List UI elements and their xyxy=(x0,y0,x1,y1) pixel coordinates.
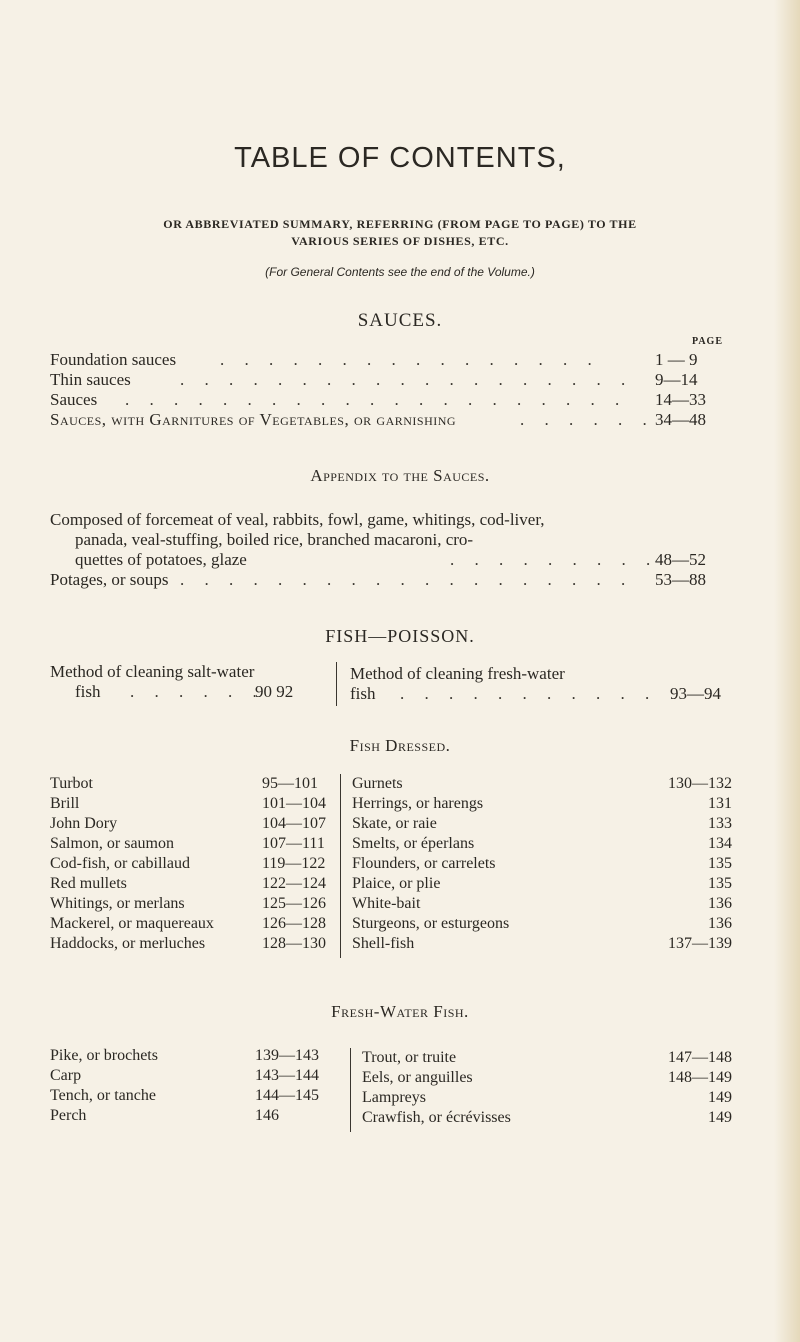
list-item: John Dory xyxy=(50,815,118,832)
list-item: Herrings, or harengs xyxy=(352,795,484,812)
fresh-water-method-line-2: fish xyxy=(350,684,376,703)
page-column-label: PAGE xyxy=(691,336,723,347)
appendix-composed-line-2: panada, veal-stuffing, boiled rice, branched macaroni, cro- xyxy=(75,530,474,549)
subtitle-line-1: OR ABBREVIATED SUMMARY, REFERRING (FROM PAGE TO PAGE) TO THE xyxy=(163,217,637,231)
list-item-pages: 122—124 xyxy=(262,875,326,892)
appendix-composed-line-1: Composed of forcemeat of veal, rabbits, fowl, game, whitings, cod-liver, xyxy=(50,510,545,529)
page-title: TABLE OF CONTENTS, xyxy=(234,142,566,174)
list-item-pages: 143—144 xyxy=(255,1067,319,1084)
sauce-entry-label: Sauces xyxy=(50,390,98,409)
list-item-pages: 130—132 xyxy=(668,775,732,792)
column-divider xyxy=(340,774,341,958)
list-item-pages: 119—122 xyxy=(262,855,326,872)
list-item: Lampreys xyxy=(362,1089,426,1106)
fish-dressed-right-labels xyxy=(352,774,582,954)
fish-dressed-left-pages xyxy=(262,774,332,954)
list-item-pages: 149 xyxy=(708,1109,732,1126)
list-item: Tench, or tanche xyxy=(50,1087,156,1104)
list-item-pages: 101—104 xyxy=(262,795,326,812)
appendix-composed-line-3: quettes of potatoes, glaze xyxy=(75,550,247,569)
list-item: Pike, or brochets xyxy=(50,1047,158,1064)
list-item: Carp xyxy=(50,1067,82,1084)
list-item-pages: 107—111 xyxy=(262,835,325,852)
list-item: Gurnets xyxy=(352,775,403,792)
sauces-heading: SAUCES. xyxy=(357,310,443,331)
salt-water-method-pages: 90 92 xyxy=(255,682,294,701)
page-edge-shadow xyxy=(774,0,800,1342)
fresh-water-right-labels xyxy=(362,1048,582,1128)
column-divider xyxy=(336,662,337,706)
list-item-pages: 135 xyxy=(708,875,732,892)
fish-dressed-left-labels xyxy=(50,774,270,954)
list-item: Haddocks, or merluches xyxy=(50,935,206,952)
list-item: Flounders, or carrelets xyxy=(352,855,496,872)
list-item-pages: 146 xyxy=(255,1107,279,1124)
list-item-pages: 125—126 xyxy=(262,895,326,912)
potages-pages: 53—88 xyxy=(655,570,706,589)
sauce-entry-pages: 34—48 xyxy=(655,410,706,429)
appendix-heading: Appendix to the Sauces. xyxy=(310,466,490,485)
list-item: Shell-fish xyxy=(352,935,415,952)
list-item: Plaice, or plie xyxy=(352,875,441,892)
list-item: Perch xyxy=(50,1107,87,1124)
list-item: Turbot xyxy=(50,775,93,792)
list-item: Trout, or truite xyxy=(362,1049,457,1066)
leader-dots: . . . . . . . . . xyxy=(450,550,659,569)
list-item-pages: 136 xyxy=(708,895,732,912)
list-item: Skate, or raie xyxy=(352,815,437,832)
leader-dots: . . . . . . . . . . . . . . . . . . . xyxy=(180,370,634,389)
fresh-water-fish-heading: Fresh-Water Fish. xyxy=(331,1002,469,1021)
subtitle xyxy=(40,216,760,250)
list-item-pages: 147—148 xyxy=(668,1049,732,1066)
leader-dots: . . . . . . xyxy=(520,410,655,429)
sauce-entry-label: Sauces, with Garnitures of Vegetables, or garnishing xyxy=(50,410,457,429)
fresh-water-left-labels xyxy=(50,1046,250,1126)
fresh-water-right-pages xyxy=(640,1048,732,1128)
general-contents-note: (For General Contents see the end of the Volume.) xyxy=(265,265,535,279)
list-item: Cod-fish, or cabillaud xyxy=(50,855,190,872)
list-item-pages: 137—139 xyxy=(668,935,732,952)
list-item-pages: 128—130 xyxy=(262,935,326,952)
fresh-water-method-pages: 93—94 xyxy=(670,684,721,703)
list-item-pages: 104—107 xyxy=(262,815,326,832)
list-item: Brill xyxy=(50,795,80,812)
list-item-pages: 133 xyxy=(708,815,732,832)
sauce-entry-pages: 1 — 9 xyxy=(655,350,698,369)
list-item: Red mullets xyxy=(50,875,127,892)
list-item: Crawfish, or écrévisses xyxy=(362,1109,511,1126)
fresh-water-method-line-1: Method of cleaning fresh-water xyxy=(350,664,565,683)
appendix-composed-pages: 48—52 xyxy=(655,550,706,569)
list-item: Sturgeons, or esturgeons xyxy=(352,915,510,932)
sauce-entry-label: Thin sauces xyxy=(50,370,131,389)
list-item-pages: 95—101 xyxy=(262,775,318,792)
list-item-pages: 131 xyxy=(708,795,732,812)
list-item-pages: 144—145 xyxy=(255,1087,319,1104)
leader-dots: . . . . . . . . . . . . . . . . xyxy=(220,350,600,369)
list-item: Eels, or anguilles xyxy=(362,1069,473,1086)
leader-dots: . . . . . . . . . . . . . . . . . . . . . xyxy=(125,390,628,409)
list-item: Mackerel, or maquereaux xyxy=(50,915,214,932)
fish-heading: FISH—POISSON. xyxy=(325,626,475,646)
fresh-water-left-pages xyxy=(255,1046,335,1126)
sauce-entry-pages: 9—14 xyxy=(655,370,698,389)
leader-dots: . . . . . . xyxy=(130,682,265,701)
salt-water-method-line-1: Method of cleaning salt-water xyxy=(50,662,255,681)
subtitle-line-2: VARIOUS SERIES OF DISHES, ETC. xyxy=(291,234,509,248)
list-item: Smelts, or éperlans xyxy=(352,835,475,852)
sauce-entry-pages: 14—33 xyxy=(655,390,706,409)
column-divider xyxy=(350,1048,351,1132)
fish-dressed-heading: Fish Dressed. xyxy=(349,736,451,755)
list-item: White-bait xyxy=(352,895,421,912)
list-item-pages: 148—149 xyxy=(668,1069,732,1086)
list-item: Whitings, or merlans xyxy=(50,895,185,912)
sauce-entry-label: Foundation sauces xyxy=(50,350,177,369)
list-item-pages: 136 xyxy=(708,915,732,932)
salt-water-method-line-2: fish xyxy=(75,682,101,701)
list-item-pages: 135 xyxy=(708,855,732,872)
potages-label: Potages, or soups xyxy=(50,570,169,589)
fish-dressed-right-pages xyxy=(640,774,732,954)
list-item-pages: 134 xyxy=(708,835,732,852)
leader-dots: . . . . . . . . . . . xyxy=(400,684,658,703)
list-item-pages: 126—128 xyxy=(262,915,326,932)
leader-dots: . . . . . . . . . . . . . . . . . . . xyxy=(180,570,634,589)
list-item: Salmon, or saumon xyxy=(50,835,174,852)
list-item-pages: 149 xyxy=(708,1089,732,1106)
list-item-pages: 139—143 xyxy=(255,1047,319,1064)
